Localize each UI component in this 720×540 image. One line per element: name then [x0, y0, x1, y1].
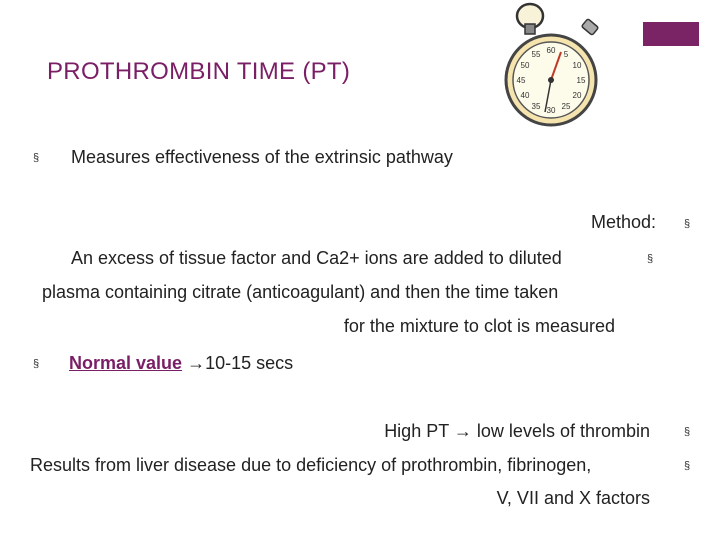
- dial-number: 45: [516, 76, 526, 85]
- high-pt-line: [384, 421, 650, 442]
- dial-number: 5: [563, 50, 569, 59]
- arrow-right-icon: →: [453, 421, 472, 441]
- stopwatch-icon: [497, 0, 617, 140]
- bullet-marker: §: [33, 152, 40, 164]
- high-pt-label: High PT: [384, 421, 449, 441]
- bullet-marker: §: [684, 426, 691, 438]
- normal-value-link[interactable]: Normal value: [69, 353, 183, 373]
- normal-value-line: [69, 353, 293, 374]
- dial-number: 20: [572, 91, 582, 100]
- text-line-method-1: An excess of tissue factor and Ca2+ ions are added to diluted: [71, 248, 562, 268]
- bullet-marker: §: [684, 218, 691, 230]
- dial-number: 50: [520, 61, 530, 70]
- text-line-results: Results from liver disease due to deficiency of prothrombin, fibrinogen,: [30, 455, 592, 475]
- text-method: Method:: [590, 212, 656, 232]
- bullet-marker: §: [684, 460, 691, 472]
- high-pt-result: low levels of thrombin: [476, 421, 650, 441]
- dial-number: 60: [546, 46, 556, 55]
- text-line-method-2: plasma containing citrate (anticoagulant) and then the time taken: [42, 282, 559, 302]
- dial-number: 35: [531, 102, 541, 111]
- dial-number: 30: [546, 106, 556, 115]
- dial-number: 40: [520, 91, 530, 100]
- dial-number: 15: [576, 76, 586, 85]
- normal-value-text: 10-15 secs: [205, 353, 294, 373]
- text-line-extrinsic: Measures effectiveness of the extrinsic pathway: [71, 147, 453, 167]
- text-line-factors: V, VII and X factors: [496, 488, 650, 508]
- bullet-marker: §: [647, 253, 654, 265]
- slide-title: PROTHROMBIN TIME (PT): [47, 58, 351, 85]
- arrow-right-icon: →: [187, 353, 206, 373]
- dial-number: 10: [572, 61, 582, 70]
- bullet-marker: §: [33, 358, 40, 370]
- text-line-method-3: for the mixture to clot is measured: [343, 316, 615, 336]
- accent-box: [643, 22, 699, 46]
- dial-number: 25: [561, 102, 571, 111]
- dial-number: 55: [531, 50, 541, 59]
